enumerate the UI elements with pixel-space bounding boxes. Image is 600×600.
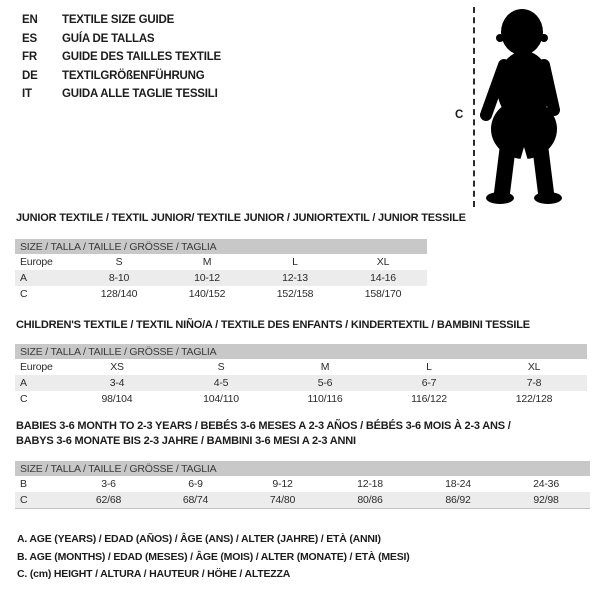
- lang-row-fr: [22, 48, 221, 67]
- size-header-bar: [15, 239, 427, 254]
- lang-title: TEXTILE SIZE GUIDE: [62, 14, 175, 26]
- language-title-list: [22, 11, 221, 104]
- lang-title: GUÍA DE TALLAS: [62, 32, 155, 45]
- lang-title: GUIDE DES TAILLES TEXTILE: [62, 51, 221, 64]
- value-cell: 104/110: [203, 393, 239, 405]
- lang-row-es: [22, 30, 221, 49]
- value-cell: 122/128: [515, 393, 553, 405]
- value-cell: 10-12: [163, 270, 251, 286]
- table-row: [15, 492, 590, 509]
- lang-row-en: [22, 11, 221, 30]
- value-cell: 12-13: [251, 270, 339, 286]
- size-cell: L: [292, 256, 298, 268]
- lang-code: ES: [22, 32, 37, 45]
- size-cell: S: [115, 256, 123, 268]
- size-cell: XL: [376, 256, 390, 268]
- row-label: C: [20, 393, 28, 405]
- value-cell: 110/116: [307, 393, 343, 405]
- size-cell: L: [426, 361, 432, 373]
- row-label: Europe: [20, 256, 53, 268]
- value-cell: 7-8: [481, 375, 587, 391]
- size-cell: XS: [110, 361, 124, 373]
- value-cell: 6-9: [188, 478, 203, 490]
- lang-title: TEXTILGRÖßENFÜHRUNG: [62, 69, 205, 82]
- lang-row-it: [22, 85, 221, 104]
- value-cell: 158/170: [364, 288, 402, 300]
- row-label: B: [20, 478, 27, 490]
- row-label: Europe: [20, 361, 53, 373]
- value-cell: 3-6: [101, 478, 116, 490]
- value-cell: 3-4: [65, 375, 169, 391]
- value-cell: 6-7: [377, 375, 481, 391]
- table-row: [15, 476, 590, 492]
- junior-section-title: JUNIOR TEXTILE / TEXTIL JUNIOR/ TEXTILE JUNIOR / JUNIORTEXTIL / JUNIOR TESSILE: [16, 212, 466, 224]
- children-section-title: CHILDREN'S TEXTILE / TEXTIL NIÑO/A / TEXTILE DES ENFANTS / KINDERTEXTIL / BAMBINI TESSILE: [16, 319, 530, 331]
- value-cell: 68/74: [152, 492, 239, 509]
- value-cell: 5-6: [273, 375, 377, 391]
- size-cell: M: [320, 361, 330, 373]
- value-cell: 86/92: [414, 492, 502, 509]
- lang-title: GUIDA ALLE TAGLIE TESSILI: [62, 88, 218, 101]
- table-row: [15, 359, 587, 375]
- lang-code: DE: [22, 69, 38, 82]
- height-measure-label: C: [455, 109, 464, 121]
- table-row: [15, 391, 587, 407]
- value-cell: 140/152: [188, 288, 226, 300]
- value-cell: 98/104: [101, 393, 133, 405]
- babies-title-line1: BABIES 3-6 MONTH TO 2-3 YEARS / BEBÉS 3-6 MESES A 2-3 AÑOS / BÉBÉS 3-6 MOIS À 2-3 ANS /: [16, 420, 511, 432]
- table-row: [15, 270, 427, 286]
- table-row: [15, 286, 427, 302]
- legend-line-b: B. AGE (MONTHS) / EDAD (MESES) / ÂGE (MOIS) / ALTER (MONATE) / ETÀ (MESI): [17, 550, 410, 563]
- size-cell: XL: [527, 361, 541, 373]
- lang-code: IT: [22, 88, 32, 101]
- size-header-label: SIZE / TALLA / TAILLE / GRÖSSE / TAGLIA: [15, 344, 587, 359]
- table-row: [15, 375, 587, 391]
- size-cell: S: [217, 361, 225, 373]
- legend-line-a: A. AGE (YEARS) / EDAD (AÑOS) / ÂGE (ANS) / ALTER (JAHRE) / ETÀ (ANNI): [17, 533, 381, 545]
- size-header-bar: [15, 344, 587, 359]
- value-cell: 62/68: [65, 492, 152, 509]
- babies-section-title: [16, 419, 511, 449]
- value-cell: 4-5: [169, 375, 273, 391]
- size-header-label: SIZE / TALLA / TAILLE / GRÖSSE / TAGLIA: [15, 461, 590, 476]
- value-cell: 92/98: [502, 492, 590, 509]
- value-cell: 116/122: [411, 393, 447, 405]
- value-cell: 14-16: [339, 270, 427, 286]
- babies-size-table: [15, 461, 590, 509]
- table-row: [15, 254, 427, 270]
- value-cell: 128/140: [100, 288, 138, 300]
- lang-row-de: [22, 67, 221, 86]
- size-cell: M: [202, 256, 212, 268]
- value-cell: 9-12: [272, 478, 293, 490]
- legend-line-c: C. (cm) HEIGHT / ALTURA / HAUTEUR / HÖHE / ALTEZZA: [17, 568, 291, 580]
- babies-title-line2: BABYS 3-6 MONATE BIS 2-3 JAHRE / BAMBINI 3-6 MESI A 2-3 ANNI: [16, 435, 356, 447]
- value-cell: 8-10: [75, 270, 163, 286]
- row-label: A: [15, 375, 65, 391]
- junior-size-table: [15, 239, 427, 302]
- size-header-bar: [15, 461, 590, 476]
- value-cell: 12-18: [357, 478, 383, 490]
- lang-code: EN: [22, 14, 38, 26]
- row-label: C: [15, 492, 65, 509]
- children-size-table: [15, 344, 587, 407]
- value-cell: 74/80: [239, 492, 326, 509]
- row-label: A: [15, 270, 75, 286]
- value-cell: 80/86: [326, 492, 414, 509]
- size-header-label: SIZE / TALLA / TAILLE / GRÖSSE / TAGLIA: [15, 239, 427, 254]
- toddler-silhouette-image: [478, 5, 574, 207]
- lang-code: FR: [22, 51, 37, 64]
- value-cell: 18-24: [445, 478, 471, 490]
- measurement-legend: [17, 531, 410, 584]
- value-cell: 24-36: [533, 478, 559, 490]
- height-measure-dashed-line: [473, 7, 475, 207]
- row-label: C: [20, 288, 28, 300]
- value-cell: 152/158: [276, 288, 314, 300]
